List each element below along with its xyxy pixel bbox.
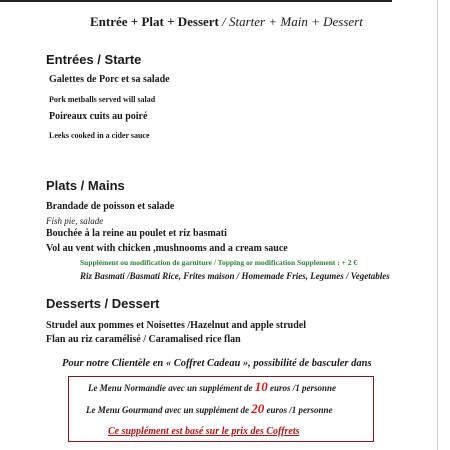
offer-basis: Ce supplément est basé sur le prix des Coffrets <box>108 426 300 437</box>
offer-normandie-amount: 10 <box>254 379 268 394</box>
plat-1-en: Fish pie, salade <box>46 216 104 226</box>
offer-gourmand <box>86 401 333 417</box>
header-english: / Starter + Main + Dessert <box>222 14 363 29</box>
entrees-title: Entrées / Starte <box>46 52 142 67</box>
offer-gourmand-amount: 20 <box>251 401 265 416</box>
dessert-1: Strudel aux pommes et Noisettes /Hazelnut and apple strudel <box>46 320 306 331</box>
dessert-2: Flan au riz caramélisé / Caramalised rice flan <box>46 334 241 345</box>
page-edge <box>437 0 438 450</box>
offer-gourmand-text: Le Menu Gourmand avec un supplément de <box>86 405 250 415</box>
offer-gourmand-unit: euros /1 personne <box>266 405 333 415</box>
garnish-options: Riz Basmati /Basmati Rice, Frites maison / Homemade Fries, Legumes / Vegetables <box>80 271 390 281</box>
top-rule <box>0 0 392 2</box>
entree-1-fr: Galettes de Porc et sa salade <box>49 74 170 85</box>
plat-1: Brandade de poisson et salade <box>46 201 175 212</box>
entree-2-fr: Poireaux cuits au poiré <box>49 111 148 122</box>
plat-2: Bouchée à la reine au poulet et riz basmati <box>46 228 227 239</box>
plat-2-en: Vol au vent with chicken ,mushnooms and a cream sauce <box>46 243 288 254</box>
desserts-title: Desserts / Dessert <box>46 296 160 311</box>
header-french: Entrée + Plat + Dessert <box>90 14 219 29</box>
menu-header <box>90 14 363 30</box>
plats-title: Plats / Mains <box>46 178 125 193</box>
entree-2-en: Leeks cooked in a cider sauce <box>49 131 150 140</box>
offer-normandie-unit: euros /1 personne <box>270 383 337 393</box>
supplement-note: Supplément ou modification de garniture / Topping or modification Supplement : + 2 € <box>80 258 358 267</box>
entree-1-en: Pork metballs served will salad <box>49 95 156 104</box>
coffret-note: Pour notre Clientèle en « Coffret Cadeau », possibilité de basculer dans <box>62 358 372 369</box>
offer-normandie <box>88 379 336 395</box>
offer-normandie-text: Le Menu Normandie avec un supplément de <box>88 383 253 393</box>
